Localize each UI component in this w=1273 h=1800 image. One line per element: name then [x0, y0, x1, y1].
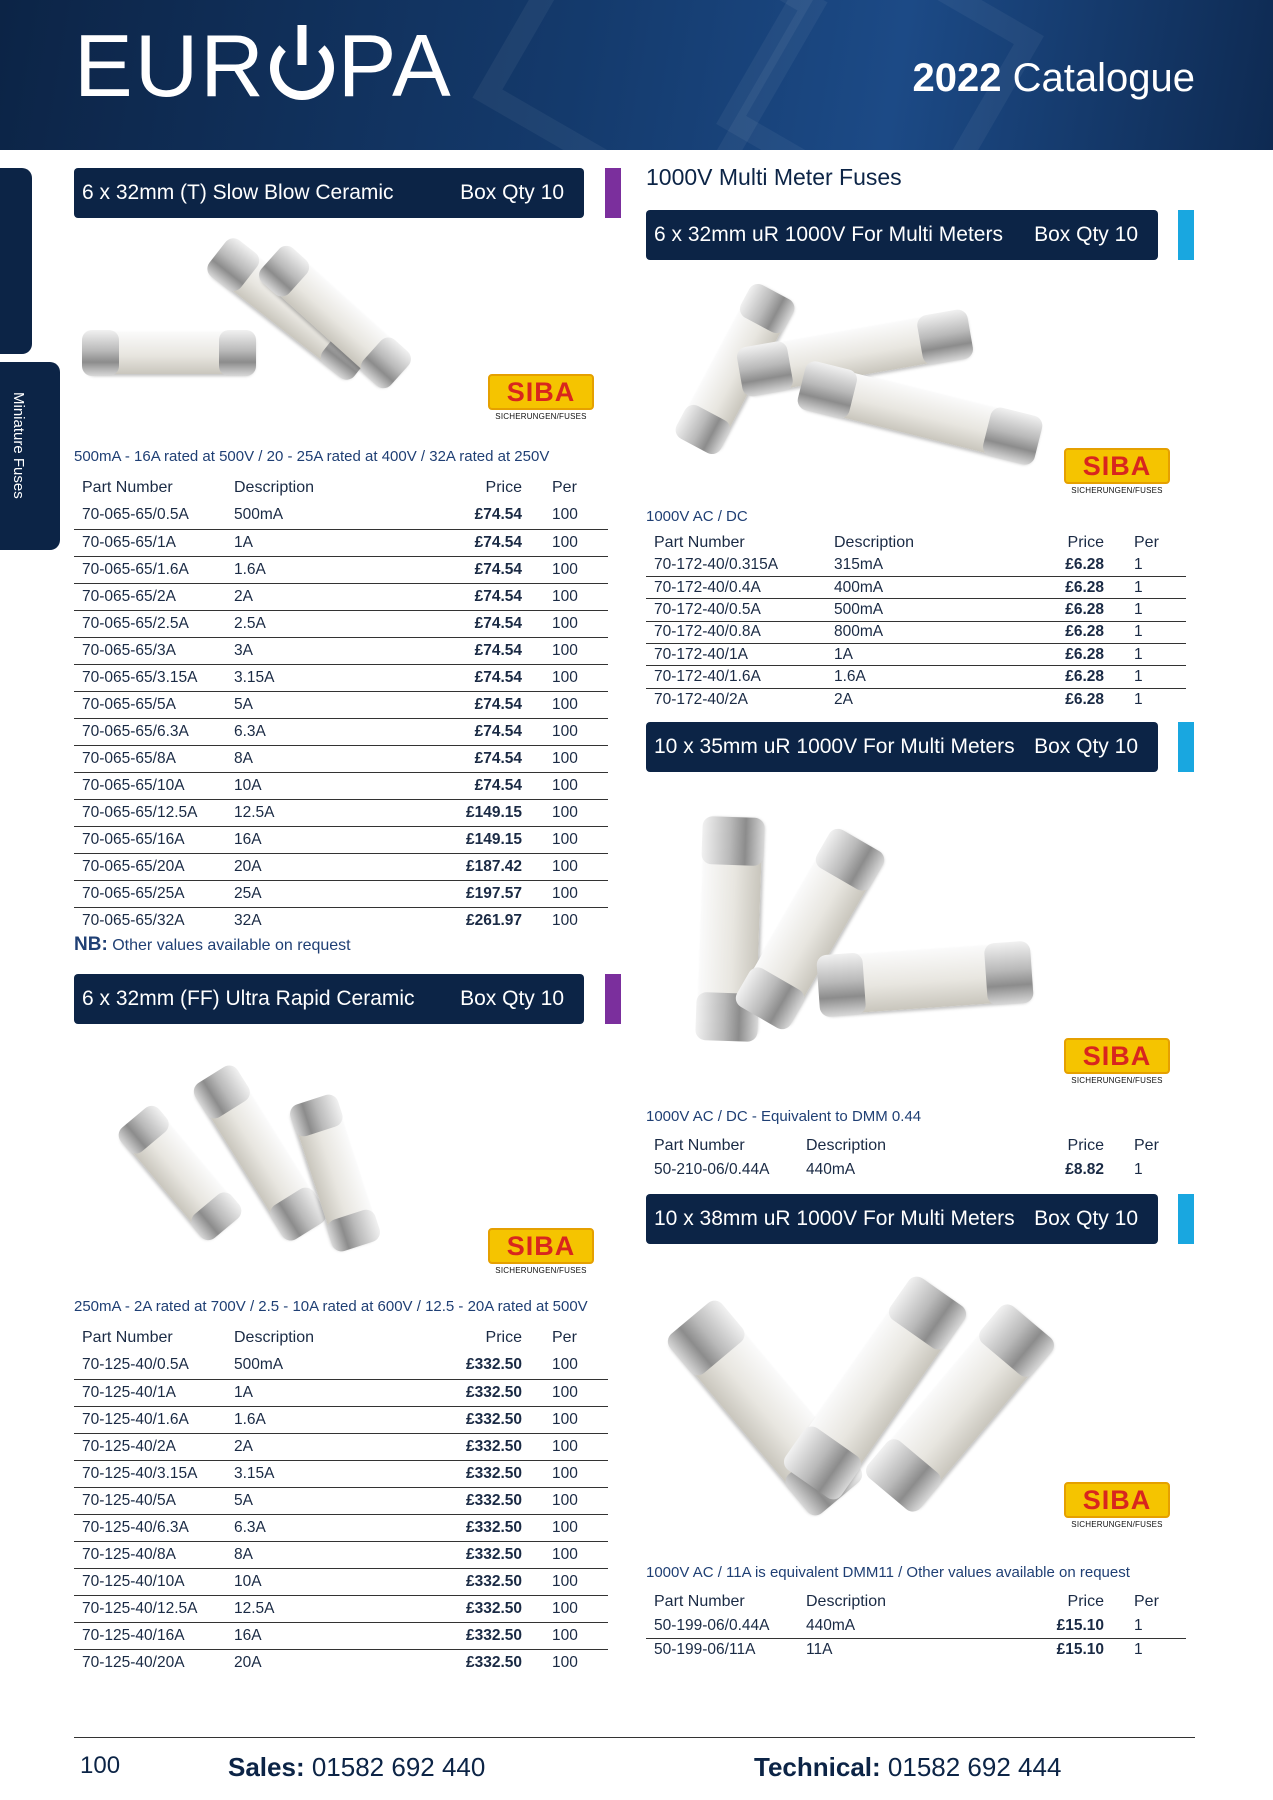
description-cell: 8A — [234, 1545, 253, 1563]
price-cell: £332.50 — [465, 1410, 522, 1428]
description-cell: 16A — [234, 830, 262, 848]
part-number-cell: 70-125-40/2A — [82, 1437, 176, 1455]
header-price: Price — [485, 479, 522, 496]
box-qty: Box Qty 10 — [1034, 1207, 1138, 1230]
side-tab-miniature-fuses[interactable] — [0, 362, 60, 550]
per-cell: 100 — [552, 749, 578, 767]
box-qty: Box Qty 10 — [1034, 735, 1138, 758]
section-title: 10 x 38mm uR 1000V For Multi Meters — [654, 1207, 1015, 1230]
description-cell: 800mA — [834, 623, 884, 641]
price-cell: £332.50 — [465, 1599, 522, 1617]
description-cell: 5A — [234, 695, 253, 713]
header-description: Description — [806, 1137, 887, 1154]
price-cell: £197.57 — [465, 884, 522, 902]
table-row — [74, 1568, 608, 1595]
per-cell: 100 — [552, 1464, 578, 1482]
description-cell: 20A — [234, 1653, 262, 1671]
section-header-10x35-ur — [646, 722, 1158, 772]
side-tab-previous[interactable] — [0, 168, 32, 354]
technical-number: 01582 692 444 — [887, 1752, 1062, 1782]
per-cell: 100 — [552, 695, 578, 713]
description-cell: 2A — [834, 690, 853, 708]
price-cell: £74.54 — [474, 587, 522, 605]
per-cell: 1 — [1134, 600, 1143, 618]
table-row — [646, 688, 1186, 710]
side-tab-label: Miniature Fuses — [10, 392, 27, 499]
per-cell: 100 — [552, 560, 578, 578]
header-per: Per — [1134, 534, 1159, 551]
table-header-row — [646, 532, 1186, 554]
part-number-cell: 70-065-65/12.5A — [82, 803, 198, 821]
description-cell: 16A — [234, 1626, 262, 1644]
part-number-cell: 70-065-65/10A — [82, 776, 185, 794]
section-header-10x38-ur — [646, 1194, 1158, 1244]
per-cell: 100 — [552, 614, 578, 632]
fuse-photo-10x35-ur — [670, 800, 1030, 1030]
header-part-number: Part Number — [654, 1137, 745, 1154]
description-cell: 6.3A — [234, 1518, 266, 1536]
nb-label: NB: — [74, 934, 108, 955]
nb-note — [74, 934, 351, 956]
per-cell: 100 — [552, 830, 578, 848]
per-cell: 100 — [552, 1410, 578, 1428]
table-row — [74, 664, 608, 691]
part-number-cell: 70-125-40/6.3A — [82, 1518, 189, 1536]
multi-meter-title: 1000V Multi Meter Fuses — [646, 164, 902, 190]
siba-logo-text: SIBA — [506, 1230, 576, 1261]
section-header-6x32-ur — [646, 210, 1158, 260]
description-cell: 3.15A — [234, 1464, 275, 1482]
sales-label: Sales: — [228, 1752, 305, 1782]
part-number-cell: 70-125-40/10A — [82, 1572, 185, 1590]
price-cell: £8.82 — [1065, 1161, 1104, 1178]
description-cell: 20A — [234, 857, 262, 875]
sales-number: 01582 692 440 — [311, 1752, 486, 1782]
part-number-cell: 70-065-65/20A — [82, 857, 185, 875]
siba-logo-box — [1064, 1482, 1170, 1518]
logo-text-start: EUR — [74, 16, 266, 115]
fuse-photo-10x38-ur — [650, 1256, 1070, 1536]
price-cell: £332.50 — [465, 1464, 522, 1482]
per-cell: 100 — [552, 506, 578, 524]
table-row — [74, 880, 608, 907]
part-number-cell: 70-125-40/8A — [82, 1545, 176, 1563]
description-cell: 6.3A — [234, 722, 266, 740]
table-row — [74, 1433, 608, 1460]
description-cell: 315mA — [834, 555, 884, 573]
price-cell: £74.54 — [474, 776, 522, 794]
page-number: 100 — [80, 1752, 121, 1779]
description-cell: 8A — [234, 749, 253, 767]
price-cell: £6.28 — [1065, 690, 1104, 708]
fuse-photo-slow-blow — [80, 240, 420, 390]
header-per: Per — [552, 1329, 577, 1346]
part-number-cell: 70-172-40/1.6A — [654, 668, 761, 686]
description-cell: 1.6A — [234, 1410, 266, 1428]
table-row — [646, 554, 1186, 576]
per-cell: 100 — [552, 1518, 578, 1536]
table-row — [646, 666, 1186, 688]
section-title: 6 x 32mm (T) Slow Blow Ceramic — [82, 181, 394, 204]
power-icon — [270, 36, 334, 100]
price-cell: £74.54 — [474, 668, 522, 686]
part-number-cell: 70-125-40/20A — [82, 1653, 185, 1671]
spec-line: 250mA - 2A rated at 700V / 2.5 - 10A rated at 600V / 12.5 - 20A rated at 500V — [74, 1298, 588, 1315]
table-row — [74, 1379, 608, 1406]
description-cell: 500mA — [834, 600, 884, 618]
box-qty: Box Qty 10 — [460, 987, 564, 1010]
description-cell: 440mA — [806, 1161, 856, 1178]
siba-logo — [488, 374, 594, 421]
siba-logo-box — [1064, 1038, 1170, 1074]
catalogue-title — [913, 56, 1195, 101]
table-row — [74, 1514, 608, 1541]
table-row — [646, 599, 1186, 621]
per-cell: 100 — [552, 884, 578, 902]
part-number-cell: 70-065-65/2.5A — [82, 614, 189, 632]
price-cell: £332.50 — [465, 1572, 522, 1590]
box-qty: Box Qty 10 — [1034, 223, 1138, 246]
part-number-cell: 70-065-65/3.15A — [82, 668, 198, 686]
fuse-photo-6x32-ur — [650, 290, 1050, 470]
part-number-cell: 70-065-65/8A — [82, 749, 176, 767]
table-row — [74, 556, 608, 583]
price-cell: £6.28 — [1065, 555, 1104, 573]
sales-contact[interactable] — [228, 1752, 485, 1783]
siba-logo-text: SIBA — [506, 376, 576, 407]
section-accent — [605, 974, 621, 1024]
header-part-number: Part Number — [654, 534, 745, 551]
meter-fuse — [798, 362, 1042, 465]
ceramic-fuse — [84, 332, 254, 374]
description-cell: 3A — [234, 641, 253, 659]
header-description: Description — [234, 1329, 315, 1346]
part-number-cell: 70-065-65/32A — [82, 911, 185, 929]
price-table-6x32-ur — [646, 532, 1186, 711]
price-table-10x35-ur — [646, 1134, 1186, 1182]
description-cell: 500mA — [234, 1356, 284, 1374]
price-cell: £15.10 — [1056, 1641, 1104, 1659]
per-cell: 100 — [552, 1572, 578, 1590]
table-row — [74, 1406, 608, 1433]
siba-logo-box — [488, 374, 594, 410]
per-cell: 100 — [552, 1356, 578, 1374]
price-cell: £332.50 — [465, 1545, 522, 1563]
part-number-cell: 50-199-06/0.44A — [654, 1616, 770, 1634]
per-cell: 1 — [1134, 578, 1143, 596]
price-cell: £332.50 — [465, 1518, 522, 1536]
per-cell: 100 — [552, 641, 578, 659]
description-cell: 32A — [234, 911, 262, 929]
fuse-photo-ultra-rapid — [110, 1060, 370, 1270]
section-accent — [1178, 722, 1194, 772]
section-title: 6 x 32mm uR 1000V For Multi Meters — [654, 223, 1003, 246]
part-number-cell: 70-065-65/0.5A — [82, 506, 189, 524]
per-cell: 100 — [552, 1491, 578, 1509]
description-cell: 12.5A — [234, 803, 275, 821]
description-cell: 11A — [806, 1641, 833, 1659]
header-price: Price — [1067, 534, 1104, 551]
price-table-ultra-rapid — [74, 1324, 608, 1676]
description-cell: 2.5A — [234, 614, 266, 632]
price-cell: £74.54 — [474, 533, 522, 551]
price-cell: £332.50 — [465, 1437, 522, 1455]
section-accent — [605, 168, 621, 218]
part-number-cell: 70-172-40/0.5A — [654, 600, 761, 618]
description-cell: 2A — [234, 1437, 253, 1455]
table-row — [74, 610, 608, 637]
section-accent — [1178, 210, 1194, 260]
table-header-row — [646, 1590, 1186, 1614]
table-row — [646, 576, 1186, 598]
europa-logo — [74, 16, 453, 115]
technical-contact[interactable] — [754, 1752, 1061, 1783]
description-cell: 500mA — [234, 506, 284, 524]
table-row — [74, 799, 608, 826]
technical-label: Technical: — [754, 1752, 881, 1782]
per-cell: 100 — [552, 857, 578, 875]
part-number-cell: 70-125-40/1A — [82, 1383, 176, 1401]
per-cell: 100 — [552, 1626, 578, 1644]
header-per: Per — [1134, 1137, 1159, 1154]
part-number-cell: 70-172-40/2A — [654, 690, 748, 708]
per-cell: 1 — [1134, 668, 1143, 686]
header-part-number: Part Number — [82, 479, 173, 496]
price-cell: £332.50 — [465, 1491, 522, 1509]
description-cell: 10A — [234, 776, 262, 794]
price-cell: £6.28 — [1065, 645, 1104, 663]
part-number-cell: 50-210-06/0.44A — [654, 1161, 770, 1178]
table-row — [74, 826, 608, 853]
per-cell: 1 — [1134, 555, 1143, 573]
part-number-cell: 70-172-40/0.4A — [654, 578, 761, 596]
price-cell: £332.50 — [465, 1356, 522, 1374]
price-cell: £332.50 — [465, 1653, 522, 1671]
part-number-cell: 70-065-65/16A — [82, 830, 185, 848]
siba-logo-box — [488, 1228, 594, 1264]
price-cell: £74.54 — [474, 695, 522, 713]
header-part-number: Part Number — [654, 1593, 745, 1610]
per-cell: 1 — [1134, 1161, 1143, 1178]
section-header-slow-blow — [74, 168, 584, 218]
table-row — [74, 772, 608, 799]
siba-logo-box — [1064, 448, 1170, 484]
per-cell: 100 — [552, 1545, 578, 1563]
siba-logo-text: SIBA — [1082, 450, 1152, 481]
part-number-cell: 70-125-40/5A — [82, 1491, 176, 1509]
part-number-cell: 70-065-65/6.3A — [82, 722, 189, 740]
price-cell: £6.28 — [1065, 600, 1104, 618]
price-cell: £74.54 — [474, 722, 522, 740]
siba-logo — [1064, 448, 1170, 495]
siba-logo-text: SIBA — [1082, 1040, 1152, 1071]
section-accent — [1178, 1194, 1194, 1244]
siba-logo-subtitle: SICHERUNGEN/FUSES — [1071, 1076, 1163, 1085]
table-row — [74, 529, 608, 556]
table-row — [74, 583, 608, 610]
siba-logo — [1064, 1038, 1170, 1085]
spec-line: 1000V AC / DC - Equivalent to DMM 0.44 — [646, 1108, 922, 1125]
description-cell: 5A — [234, 1491, 253, 1509]
price-table-10x38-ur — [646, 1590, 1186, 1662]
table-row — [74, 745, 608, 772]
part-number-cell: 70-172-40/1A — [654, 645, 748, 663]
per-cell: 1 — [1134, 645, 1143, 663]
part-number-cell: 70-065-65/5A — [82, 695, 176, 713]
catalogue-header — [0, 0, 1273, 150]
table-row — [74, 1352, 608, 1379]
fuse-marking — [808, 336, 899, 352]
per-cell: 100 — [552, 803, 578, 821]
header-description: Description — [234, 479, 315, 496]
table-row — [74, 718, 608, 745]
per-cell: 100 — [552, 1599, 578, 1617]
siba-logo-subtitle: SICHERUNGEN/FUSES — [495, 1266, 587, 1275]
table-header-row — [646, 1134, 1186, 1158]
description-cell: 1.6A — [234, 560, 266, 578]
per-cell: 1 — [1134, 1616, 1143, 1634]
table-row — [74, 907, 608, 934]
part-number-cell: 70-172-40/0.315A — [654, 555, 779, 573]
per-cell: 100 — [552, 587, 578, 605]
per-cell: 1 — [1134, 690, 1143, 708]
per-cell: 100 — [552, 911, 578, 929]
price-cell: £6.28 — [1065, 668, 1104, 686]
price-cell: £149.15 — [465, 803, 522, 821]
header-price: Price — [1067, 1137, 1104, 1154]
price-table-slow-blow — [74, 474, 608, 934]
part-number-cell: 70-065-65/1.6A — [82, 560, 189, 578]
per-cell: 100 — [552, 668, 578, 686]
section-title: 10 x 35mm uR 1000V For Multi Meters — [654, 735, 1015, 758]
description-cell: 1A — [234, 533, 253, 551]
price-cell: £6.28 — [1065, 623, 1104, 641]
siba-logo — [488, 1228, 594, 1275]
part-number-cell: 50-199-06/11A — [654, 1641, 756, 1659]
table-row — [74, 1649, 608, 1676]
per-cell: 1 — [1134, 623, 1143, 641]
price-cell: £74.54 — [474, 560, 522, 578]
description-cell: 400mA — [834, 578, 884, 596]
description-cell: 3.15A — [234, 668, 275, 686]
part-number-cell: 70-065-65/1A — [82, 533, 176, 551]
description-cell: 12.5A — [234, 1599, 275, 1617]
header-per: Per — [552, 479, 577, 496]
table-row — [74, 1541, 608, 1568]
spec-line: 1000V AC / 11A is equivalent DMM11 / Other values available on request — [646, 1564, 1130, 1581]
price-cell: £261.97 — [465, 911, 522, 929]
table-row — [74, 691, 608, 718]
table-header-row — [74, 1324, 608, 1352]
siba-logo-subtitle: SICHERUNGEN/FUSES — [1071, 486, 1163, 495]
part-number-cell: 70-125-40/1.6A — [82, 1410, 189, 1428]
description-cell: 1A — [834, 645, 853, 663]
price-cell: £332.50 — [465, 1383, 522, 1401]
per-cell: 100 — [552, 1437, 578, 1455]
part-number-cell: 70-065-65/25A — [82, 884, 185, 902]
section-title: 6 x 32mm (FF) Ultra Rapid Ceramic — [82, 987, 415, 1010]
description-cell: 10A — [234, 1572, 262, 1590]
footer-divider — [74, 1737, 1195, 1738]
price-cell: £149.15 — [465, 830, 522, 848]
siba-logo-subtitle: SICHERUNGEN/FUSES — [495, 412, 587, 421]
description-cell: 1A — [234, 1383, 253, 1401]
price-cell: £15.10 — [1056, 1616, 1104, 1634]
price-cell: £74.54 — [474, 506, 522, 524]
table-row — [646, 621, 1186, 643]
siba-logo-subtitle: SICHERUNGEN/FUSES — [1071, 1520, 1163, 1529]
siba-logo-text: SIBA — [1082, 1484, 1152, 1515]
part-number-cell: 70-125-40/0.5A — [82, 1356, 189, 1374]
table-row — [74, 1487, 608, 1514]
box-qty: Box Qty 10 — [460, 181, 564, 204]
nb-text: Other values available on request — [112, 937, 351, 954]
table-row — [646, 1614, 1186, 1638]
per-cell: 100 — [552, 533, 578, 551]
section-header-ultra-rapid — [74, 974, 584, 1024]
table-row — [74, 853, 608, 880]
price-cell: £74.54 — [474, 749, 522, 767]
catalogue-word: Catalogue — [1012, 56, 1195, 100]
siba-logo — [1064, 1482, 1170, 1529]
description-cell: 2A — [234, 587, 253, 605]
description-cell: 25A — [234, 884, 262, 902]
table-row — [74, 1622, 608, 1649]
description-cell: 440mA — [806, 1616, 856, 1634]
table-header-row — [74, 474, 608, 502]
description-cell: 1.6A — [834, 668, 866, 686]
table-row — [646, 1158, 1186, 1182]
price-cell: £74.54 — [474, 614, 522, 632]
header-price: Price — [1067, 1593, 1104, 1610]
spec-line: 500mA - 16A rated at 500V / 20 - 25A rated at 400V / 32A rated at 250V — [74, 448, 550, 465]
header-per: Per — [1134, 1593, 1159, 1610]
header-description: Description — [806, 1593, 887, 1610]
part-number-cell: 70-125-40/3.15A — [82, 1464, 198, 1482]
catalogue-year: 2022 — [912, 56, 1002, 100]
per-cell: 1 — [1134, 1641, 1143, 1659]
table-row — [74, 637, 608, 664]
part-number-cell: 70-065-65/2A — [82, 587, 176, 605]
part-number-cell: 70-065-65/3A — [82, 641, 176, 659]
per-cell: 100 — [552, 776, 578, 794]
part-number-cell: 70-172-40/0.8A — [654, 623, 761, 641]
price-cell: £187.42 — [465, 857, 522, 875]
spec-line: 1000V AC / DC — [646, 508, 748, 525]
logo-text-end: PA — [337, 16, 453, 115]
part-number-cell: 70-125-40/16A — [82, 1626, 185, 1644]
per-cell: 100 — [552, 1653, 578, 1671]
per-cell: 100 — [552, 722, 578, 740]
table-row — [74, 1595, 608, 1622]
meter-fuse — [818, 943, 1032, 1016]
table-row — [74, 502, 608, 529]
price-cell: £6.28 — [1065, 578, 1104, 596]
header-part-number: Part Number — [82, 1329, 173, 1346]
part-number-cell: 70-125-40/12.5A — [82, 1599, 198, 1617]
header-price: Price — [485, 1329, 522, 1346]
header-description: Description — [834, 534, 915, 551]
table-row — [646, 644, 1186, 666]
price-cell: £332.50 — [465, 1626, 522, 1644]
table-row — [646, 1638, 1186, 1662]
price-cell: £74.54 — [474, 641, 522, 659]
per-cell: 100 — [552, 1383, 578, 1401]
table-row — [74, 1460, 608, 1487]
